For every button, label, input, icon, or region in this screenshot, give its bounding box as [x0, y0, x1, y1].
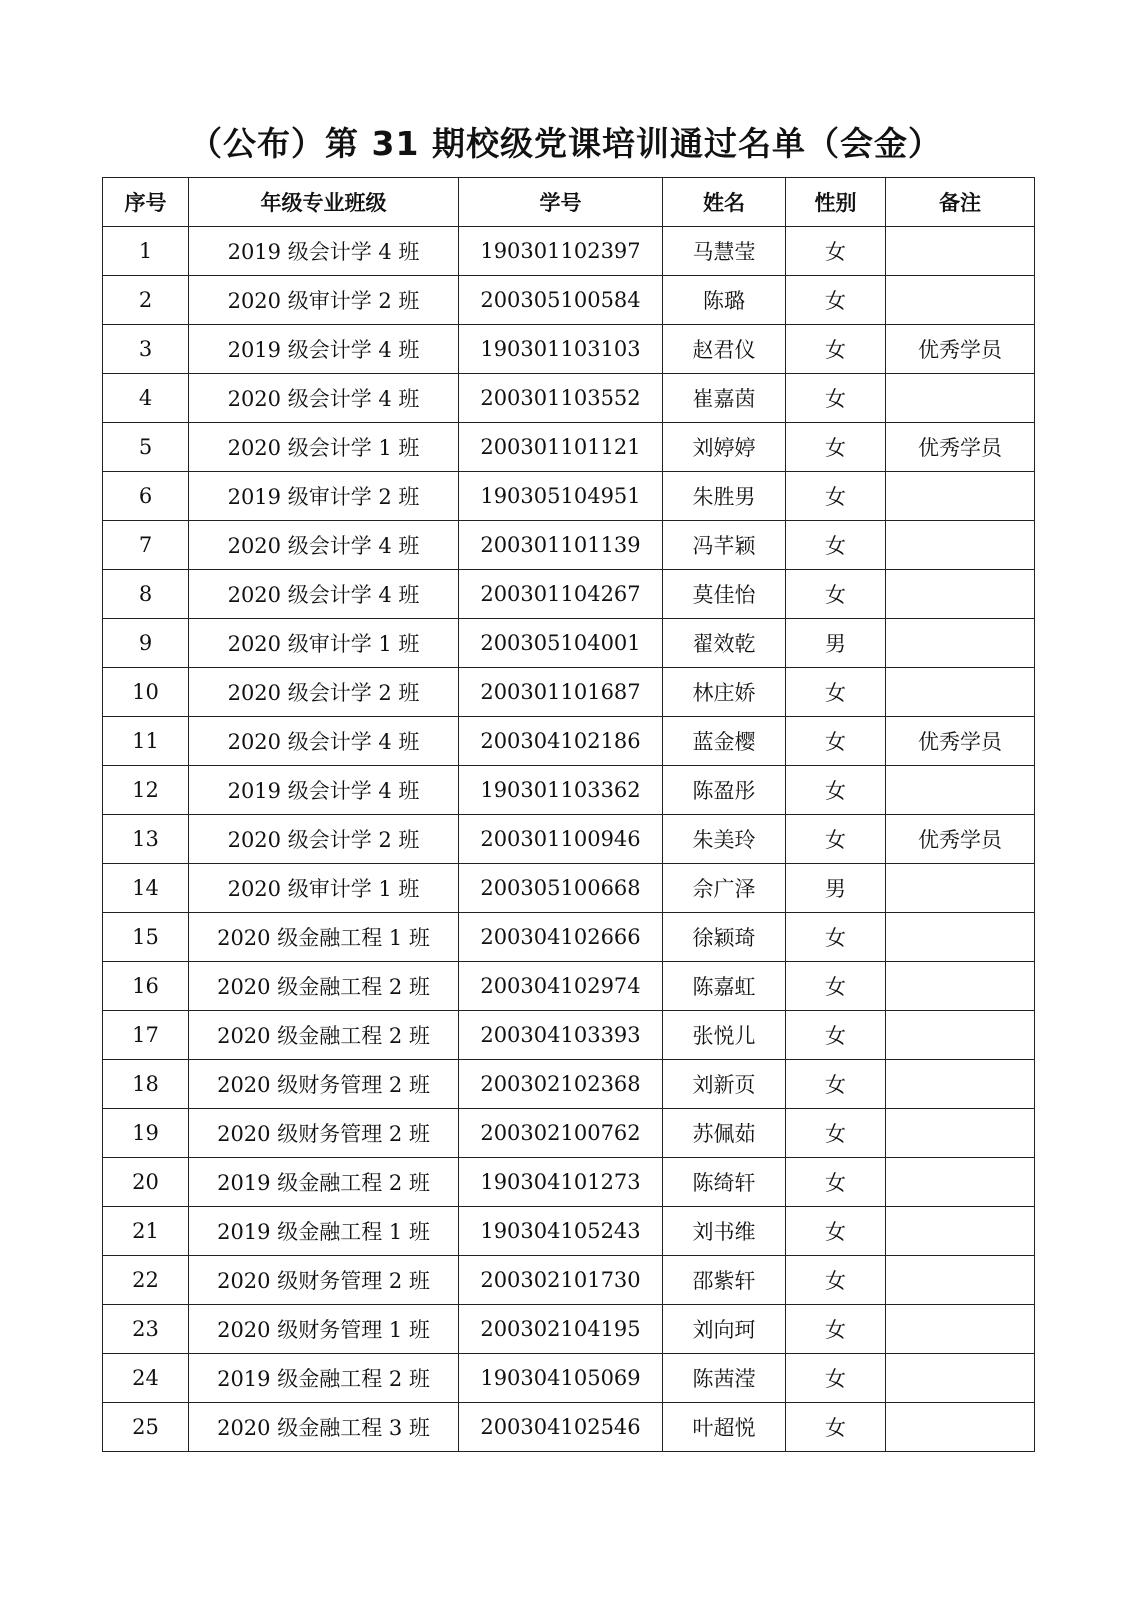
table-row	[103, 1256, 1035, 1305]
cell-seq: 19	[103, 1109, 189, 1158]
cell-name: 陈绮轩	[663, 1158, 786, 1207]
header-class: 年级专业班级	[189, 178, 459, 227]
cell-class: 2020 级金融工程 2 班	[189, 962, 459, 1011]
cell-name: 张悦儿	[663, 1011, 786, 1060]
cell-gender: 女	[786, 962, 886, 1011]
cell-student-id: 200302101730	[459, 1256, 663, 1305]
cell-student-id: 200304102974	[459, 962, 663, 1011]
cell-name: 刘新页	[663, 1060, 786, 1109]
cell-student-id: 200301101139	[459, 521, 663, 570]
cell-gender: 女	[786, 374, 886, 423]
cell-name: 崔嘉茵	[663, 374, 786, 423]
cell-gender: 男	[786, 864, 886, 913]
cell-note	[886, 570, 1035, 619]
cell-seq: 22	[103, 1256, 189, 1305]
table-row	[103, 472, 1035, 521]
table-row	[103, 1109, 1035, 1158]
cell-gender: 女	[786, 1305, 886, 1354]
cell-seq: 12	[103, 766, 189, 815]
cell-gender: 女	[786, 913, 886, 962]
table-row	[103, 1354, 1035, 1403]
cell-seq: 24	[103, 1354, 189, 1403]
cell-name: 徐颖琦	[663, 913, 786, 962]
cell-note	[886, 374, 1035, 423]
cell-seq: 9	[103, 619, 189, 668]
cell-student-id: 200305100668	[459, 864, 663, 913]
cell-name: 刘向珂	[663, 1305, 786, 1354]
cell-note	[886, 1109, 1035, 1158]
table-row	[103, 1305, 1035, 1354]
cell-gender: 女	[786, 227, 886, 276]
cell-name: 翟效乾	[663, 619, 786, 668]
table-row	[103, 570, 1035, 619]
cell-name: 林庄娇	[663, 668, 786, 717]
cell-gender: 女	[786, 766, 886, 815]
cell-student-id: 190301103362	[459, 766, 663, 815]
cell-class: 2019 级会计学 4 班	[189, 227, 459, 276]
cell-gender: 女	[786, 570, 886, 619]
cell-class: 2020 级审计学 2 班	[189, 276, 459, 325]
cell-gender: 男	[786, 619, 886, 668]
cell-class: 2020 级审计学 1 班	[189, 619, 459, 668]
cell-gender: 女	[786, 668, 886, 717]
cell-class: 2020 级金融工程 3 班	[189, 1403, 459, 1452]
cell-name: 邵紫轩	[663, 1256, 786, 1305]
cell-student-id: 200302100762	[459, 1109, 663, 1158]
cell-seq: 13	[103, 815, 189, 864]
cell-gender: 女	[786, 815, 886, 864]
cell-student-id: 200302102368	[459, 1060, 663, 1109]
table-row	[103, 619, 1035, 668]
cell-student-id: 200301104267	[459, 570, 663, 619]
cell-student-id: 200305104001	[459, 619, 663, 668]
cell-note	[886, 1060, 1035, 1109]
cell-note: 优秀学员	[886, 815, 1035, 864]
cell-name: 刘书维	[663, 1207, 786, 1256]
cell-gender: 女	[786, 325, 886, 374]
cell-seq: 2	[103, 276, 189, 325]
cell-note	[886, 521, 1035, 570]
cell-note	[886, 1207, 1035, 1256]
cell-class: 2019 级会计学 4 班	[189, 766, 459, 815]
cell-class: 2020 级审计学 1 班	[189, 864, 459, 913]
header-note: 备注	[886, 178, 1035, 227]
cell-name: 陈盈彤	[663, 766, 786, 815]
table-row	[103, 325, 1035, 374]
cell-seq: 18	[103, 1060, 189, 1109]
cell-name: 苏佩茹	[663, 1109, 786, 1158]
cell-note	[886, 1305, 1035, 1354]
cell-class: 2019 级金融工程 2 班	[189, 1354, 459, 1403]
cell-class: 2019 级金融工程 2 班	[189, 1158, 459, 1207]
cell-seq: 7	[103, 521, 189, 570]
cell-gender: 女	[786, 1207, 886, 1256]
table-row	[103, 717, 1035, 766]
cell-note	[886, 619, 1035, 668]
cell-note	[886, 1158, 1035, 1207]
table-row	[103, 766, 1035, 815]
cell-name: 朱胜男	[663, 472, 786, 521]
cell-note	[886, 913, 1035, 962]
cell-class: 2020 级财务管理 2 班	[189, 1256, 459, 1305]
cell-note	[886, 668, 1035, 717]
cell-note	[886, 276, 1035, 325]
table-row	[103, 668, 1035, 717]
cell-class: 2020 级会计学 4 班	[189, 374, 459, 423]
cell-note	[886, 766, 1035, 815]
cell-gender: 女	[786, 1158, 886, 1207]
cell-class: 2020 级会计学 2 班	[189, 668, 459, 717]
cell-gender: 女	[786, 1060, 886, 1109]
cell-seq: 6	[103, 472, 189, 521]
cell-name: 叶超悦	[663, 1403, 786, 1452]
cell-class: 2020 级金融工程 2 班	[189, 1011, 459, 1060]
cell-seq: 16	[103, 962, 189, 1011]
table-row	[103, 1060, 1035, 1109]
table-row	[103, 276, 1035, 325]
cell-note	[886, 1354, 1035, 1403]
table-row	[103, 1158, 1035, 1207]
cell-student-id: 200301101121	[459, 423, 663, 472]
cell-gender: 女	[786, 1109, 886, 1158]
cell-seq: 5	[103, 423, 189, 472]
cell-student-id: 200304102666	[459, 913, 663, 962]
cell-student-id: 200301103552	[459, 374, 663, 423]
table-row	[103, 521, 1035, 570]
cell-seq: 17	[103, 1011, 189, 1060]
header-name: 姓名	[663, 178, 786, 227]
table-row	[103, 864, 1035, 913]
cell-seq: 11	[103, 717, 189, 766]
cell-seq: 4	[103, 374, 189, 423]
cell-name: 蓝金樱	[663, 717, 786, 766]
cell-note	[886, 1403, 1035, 1452]
cell-name: 朱美玲	[663, 815, 786, 864]
cell-gender: 女	[786, 1403, 886, 1452]
cell-student-id: 200302104195	[459, 1305, 663, 1354]
cell-student-id: 190304105069	[459, 1354, 663, 1403]
table-row	[103, 815, 1035, 864]
cell-student-id: 200304102186	[459, 717, 663, 766]
cell-class: 2019 级会计学 4 班	[189, 325, 459, 374]
cell-gender: 女	[786, 1354, 886, 1403]
cell-gender: 女	[786, 717, 886, 766]
cell-student-id: 200304102546	[459, 1403, 663, 1452]
table-row	[103, 423, 1035, 472]
header-seq: 序号	[103, 178, 189, 227]
cell-gender: 女	[786, 423, 886, 472]
cell-seq: 10	[103, 668, 189, 717]
cell-seq: 15	[103, 913, 189, 962]
cell-seq: 23	[103, 1305, 189, 1354]
cell-class: 2020 级财务管理 2 班	[189, 1109, 459, 1158]
table-row	[103, 1011, 1035, 1060]
table-body	[103, 227, 1035, 1452]
cell-student-id: 190301102397	[459, 227, 663, 276]
cell-note	[886, 1256, 1035, 1305]
cell-class: 2020 级金融工程 1 班	[189, 913, 459, 962]
cell-class: 2020 级会计学 1 班	[189, 423, 459, 472]
cell-student-id: 190305104951	[459, 472, 663, 521]
cell-gender: 女	[786, 276, 886, 325]
table-row	[103, 1207, 1035, 1256]
cell-seq: 14	[103, 864, 189, 913]
cell-name: 马慧莹	[663, 227, 786, 276]
table-row	[103, 1403, 1035, 1452]
cell-name: 陈茜滢	[663, 1354, 786, 1403]
page-title: （公布）第 31 期校级党课培训通过名单（会金）	[189, 124, 942, 163]
header-gender: 性别	[786, 178, 886, 227]
cell-name: 陈璐	[663, 276, 786, 325]
cell-class: 2019 级审计学 2 班	[189, 472, 459, 521]
cell-note	[886, 227, 1035, 276]
cell-seq: 25	[103, 1403, 189, 1452]
cell-name: 莫佳怡	[663, 570, 786, 619]
cell-class: 2020 级财务管理 1 班	[189, 1305, 459, 1354]
table-row	[103, 913, 1035, 962]
cell-note: 优秀学员	[886, 423, 1035, 472]
cell-name: 陈嘉虹	[663, 962, 786, 1011]
cell-student-id: 200305100584	[459, 276, 663, 325]
cell-note	[886, 472, 1035, 521]
cell-class: 2020 级会计学 4 班	[189, 570, 459, 619]
cell-seq: 8	[103, 570, 189, 619]
cell-student-id: 200301100946	[459, 815, 663, 864]
cell-note: 优秀学员	[886, 717, 1035, 766]
cell-class: 2020 级会计学 2 班	[189, 815, 459, 864]
cell-student-id: 200304103393	[459, 1011, 663, 1060]
cell-note	[886, 1011, 1035, 1060]
roster-table	[102, 177, 1035, 1452]
table-row	[103, 374, 1035, 423]
cell-class: 2020 级财务管理 2 班	[189, 1060, 459, 1109]
cell-student-id: 190301103103	[459, 325, 663, 374]
cell-name: 赵君仪	[663, 325, 786, 374]
table-header-row	[103, 178, 1035, 227]
cell-class: 2020 级会计学 4 班	[189, 521, 459, 570]
cell-seq: 21	[103, 1207, 189, 1256]
table-row	[103, 227, 1035, 276]
cell-student-id: 190304105243	[459, 1207, 663, 1256]
table-row	[103, 962, 1035, 1011]
cell-name: 佘广泽	[663, 864, 786, 913]
cell-student-id: 190304101273	[459, 1158, 663, 1207]
cell-name: 刘婷婷	[663, 423, 786, 472]
cell-class: 2020 级会计学 4 班	[189, 717, 459, 766]
cell-gender: 女	[786, 521, 886, 570]
cell-student-id: 200301101687	[459, 668, 663, 717]
cell-gender: 女	[786, 472, 886, 521]
cell-note	[886, 962, 1035, 1011]
cell-note: 优秀学员	[886, 325, 1035, 374]
cell-note	[886, 864, 1035, 913]
cell-class: 2019 级金融工程 1 班	[189, 1207, 459, 1256]
header-student-id: 学号	[459, 178, 663, 227]
cell-seq: 3	[103, 325, 189, 374]
cell-name: 冯芊颖	[663, 521, 786, 570]
cell-seq: 20	[103, 1158, 189, 1207]
cell-gender: 女	[786, 1011, 886, 1060]
cell-seq: 1	[103, 227, 189, 276]
cell-gender: 女	[786, 1256, 886, 1305]
